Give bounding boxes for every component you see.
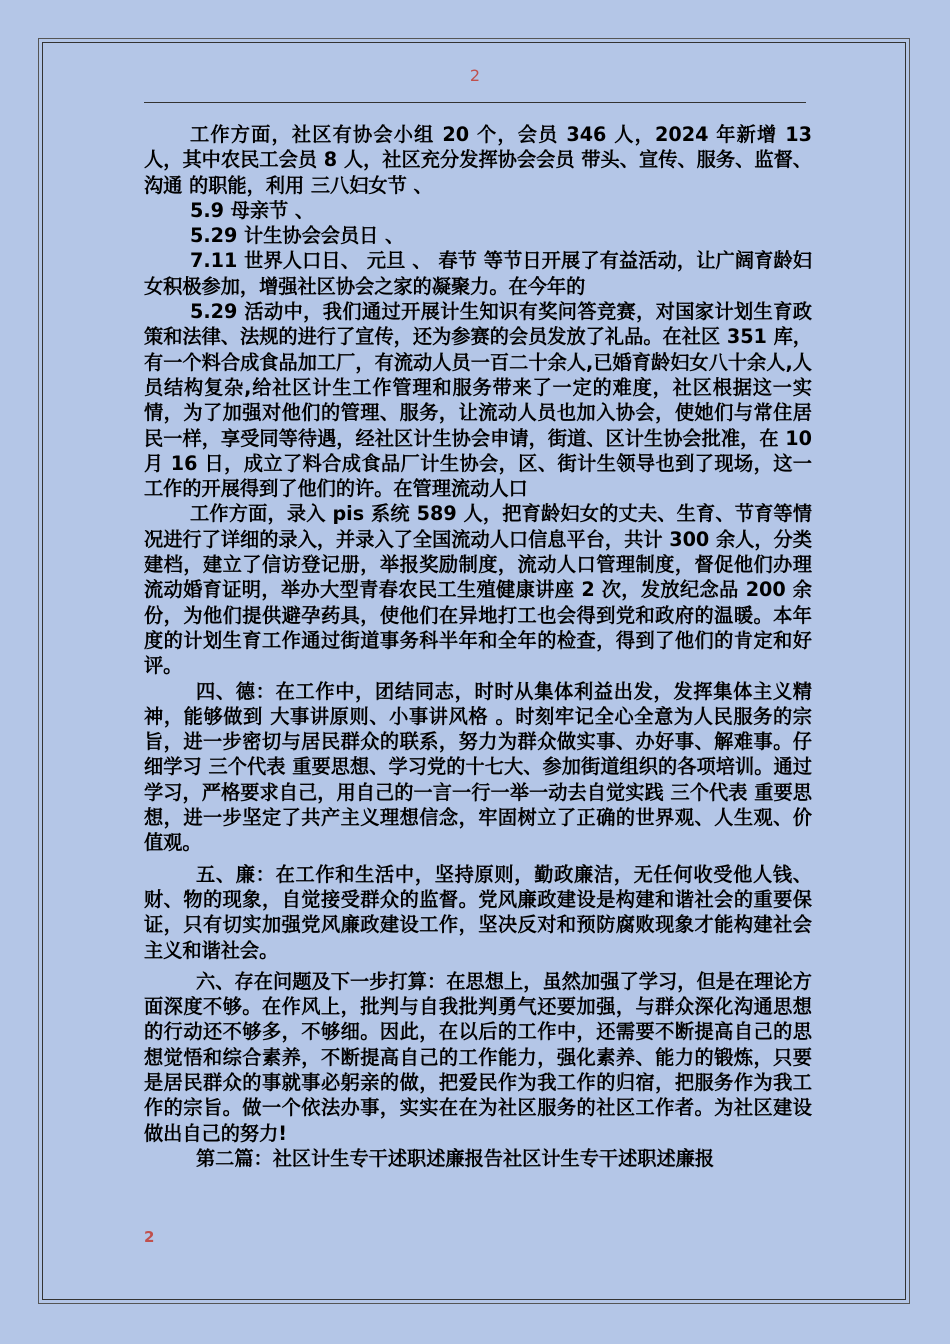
paragraph-work-association: 工作方面，社区有协会小组 20 个，会员 346 人，2024 年新增 13 人，其中农民工会员 8 人，社区充分发挥协会会员 带头、宣传、服务、监督、沟通 的职能，利用 三八妇女节 、 (144, 123, 812, 197)
paragraph-member-day: 5.29 计生协会会员日 、 (190, 224, 405, 248)
paragraph-mothers-day: 5.9 母亲节 、 (190, 198, 315, 222)
paragraph-migrant-work: 工作方面，录入 pis 系统 589 人，把育龄妇女的丈夫、生育、节育等情况进行了详细的录入，并录入了全国流动人口信息平台，共计 300 余人，分类建档，建立了信访登记册，举报奖励制度，流动人口管理制度，督促他们办理流动婚育证明，举办大型青春农民工生殖健康讲座 2 次，发放纪念品 200 余份，为他们提供避孕药具，使他们在异地打工也会得到党和政府的温暖。本年度的计划生育工作通过街道事务科半年和全年的检查，得到了他们的肯定和好评。 (144, 502, 812, 678)
paragraph-integrity: 五、廉：在工作和生活中，坚持原则，勤政廉洁，无任何收受他人钱、财、物的现象，自觉接受群众的监督。党风廉政建设是构建和谐社会的重要保证，只有切实加强党风廉政建设工作，坚决反对和预防腐败现象才能构建社会主义和谐社会。 (144, 862, 812, 962)
paragraph-problems-plans: 六、存在问题及下一步打算：在思想上，虽然加强了学习，但是在理论方面深度不够。在作风上，批判与自我批判勇气还要加强，与群众深化沟通思想的行动还不够多，不够细。因此，在以后的工作中，还需要不断提高自己的思想觉悟和综合素养，不断提高自己的工作能力，强化素养、能力的锻炼，只要是居民群众的事就事必躬亲的做，把爱民作为我工作的归宿，把服务作为我工作的宗旨。做一个依法办事，实实在在为社区服务的社区工作者。为社区建设做出自己的努力! (144, 969, 812, 1145)
paragraph-virtue: 四、德：在工作中，团结同志，时时从集体利益出发，发挥集体主义精神，能够做到 大事讲原则、小事讲风格 。时刻牢记全心全意为人民服务的宗旨，进一步密切与居民群众的联系，努力为群众做实事、办好事、解难事。仔细学习 三个代表 重要思想、学习党的十七大、参加街道组织的各项培训。通过学习，严格要求自己，用自己的一言一行一举一动去自觉实践 三个代表 重要思想，进一步坚定了共产主义理想信念，牢固树立了正确的世界观、人生观、价值观。 (144, 679, 812, 855)
paragraph-second-article-title: 第二篇：社区计生专干述职述廉报告社区计生专干述职述廉报 (196, 1146, 715, 1170)
document-body (144, 122, 812, 1171)
paragraph-population-day: 7.11 世界人口日、 元旦 、 春节 等节日开展了有益活动，让广阔育龄妇女积极参加，增强社区协会之家的凝聚力。在今年的 (144, 249, 812, 298)
header-page-number: 2 (469, 66, 481, 85)
header-divider (144, 102, 806, 103)
footer-page-number: 2 (144, 1228, 155, 1246)
paragraph-activities: 5.29 活动中，我们通过开展计生知识有奖问答竞赛，对国家计划生育政策和法律、法规的进行了宣传，还为参赛的会员发放了礼品。在社区 351 库，有一个料合成食品加工厂，有流动人员一百二十余人,已婚育龄妇女八十余人,人员结构复杂,给社区计生工作管理和服务带来了一定的难度，社区根据这一实情，为了加强对他们的管理、服务，让流动人员也加入协会，使她们与常住居民一样，享受同等待遇，经社区计生协会申请，街道、区计生协会批准，在 10 月 16 日，成立了料合成食品厂计生协会，区、街计生领导也到了现场，这一工作的开展得到了他们的许。在管理流动人口 (144, 300, 812, 501)
